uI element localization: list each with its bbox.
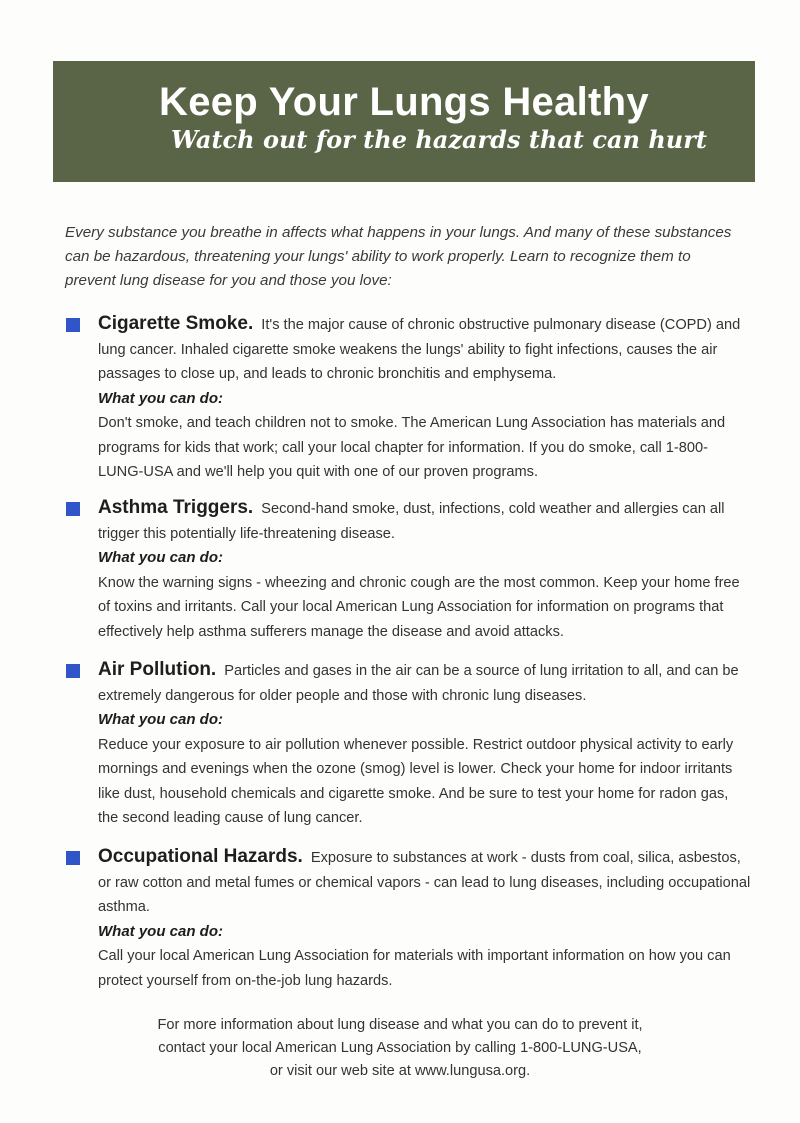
section-description: Particles and gases in the air can be a source of lung irritation to all, and can be extremely dangerous for older people and those with chronic lung diseases. <box>98 663 739 704</box>
footer-contact <box>100 1014 700 1083</box>
section-title: Cigarette Smoke. <box>98 313 254 334</box>
section-air-pollution <box>66 658 752 831</box>
what-you-can-do-label: What you can do: <box>98 711 223 728</box>
page-title: Keep Your Lungs Healthy <box>159 80 649 124</box>
section-occupational-hazards <box>66 845 752 993</box>
square-bullet-icon <box>66 318 80 332</box>
intro-paragraph: Every substance you breathe in affects what happens in your lungs. And many of these substances can be hazardous, threatening your lungs' ability to work properly. Learn to recognize them to prevent lung disease for you and those you love: <box>65 224 732 289</box>
square-bullet-icon <box>66 664 80 678</box>
header-banner <box>53 61 755 182</box>
section-description: It's the major cause of chronic obstructive pulmonary disease (COPD) and lung cancer. Inhaled cigarette smoke weakens the lungs' ability to fight infections, causes the air passages to close up, and leads to chronic bronchitis and emphysema. <box>98 317 741 382</box>
page-subtitle: Watch out for the hazards that can hurt <box>171 125 707 154</box>
what-you-can-do-label: What you can do: <box>98 922 223 940</box>
section-cigarette-smoke <box>66 312 752 485</box>
section-action: Know the warning signs - wheezing and chronic cough are the most common. Keep your home free of toxins and irritants. Call your local American Lung Association for information on programs that effectively help asthma sufferers manage the disease and avoid attacks. <box>98 574 740 640</box>
footer-line: contact your local American Lung Association by calling 1-800-LUNG-USA, <box>158 1040 642 1056</box>
section-description: Exposure to substances at work - dusts from coal, silica, asbestos, or raw cotton and metal fumes or chemical vapors - can lead to lung diseases, including occupational asthma. <box>98 850 751 915</box>
section-action: Call your local American Lung Association for materials with important information on how you can protect yourself from on-the-job lung hazards. <box>98 948 731 989</box>
what-you-can-do-label: What you can do: <box>98 549 223 566</box>
section-title: Occupational Hazards. <box>98 846 303 867</box>
section-action: Reduce your exposure to air pollution whenever possible. Restrict outdoor physical activity to early mornings and evenings when the ozone (smog) level is lower. Check your home for indoor irritants like dust, household chemicals and cigarette smoke. And be sure to test your home for radon gas, the second leading cause of lung cancer. <box>98 736 734 826</box>
section-asthma-triggers <box>66 496 752 644</box>
what-you-can-do-label: What you can do: <box>98 389 223 407</box>
section-action: Don't smoke, and teach children not to smoke. The American Lung Association has materials and programs for kids that work; call your local chapter for information. If you do smoke, call 1-800-LUNG-USA and we'll help you quit with one of our proven programs. <box>98 415 726 480</box>
square-bullet-icon <box>66 502 80 516</box>
section-title: Air Pollution. <box>98 659 217 680</box>
section-description: Second-hand smoke, dust, infections, cold weather and allergies can all trigger this potentially life-threatening disease. <box>98 501 725 542</box>
section-title: Asthma Triggers. <box>98 497 254 518</box>
footer-line: or visit our web site at www.lungusa.org. <box>269 1063 531 1079</box>
footer-line: For more information about lung disease and what you can do to prevent it, <box>157 1017 643 1033</box>
square-bullet-icon <box>66 851 80 865</box>
